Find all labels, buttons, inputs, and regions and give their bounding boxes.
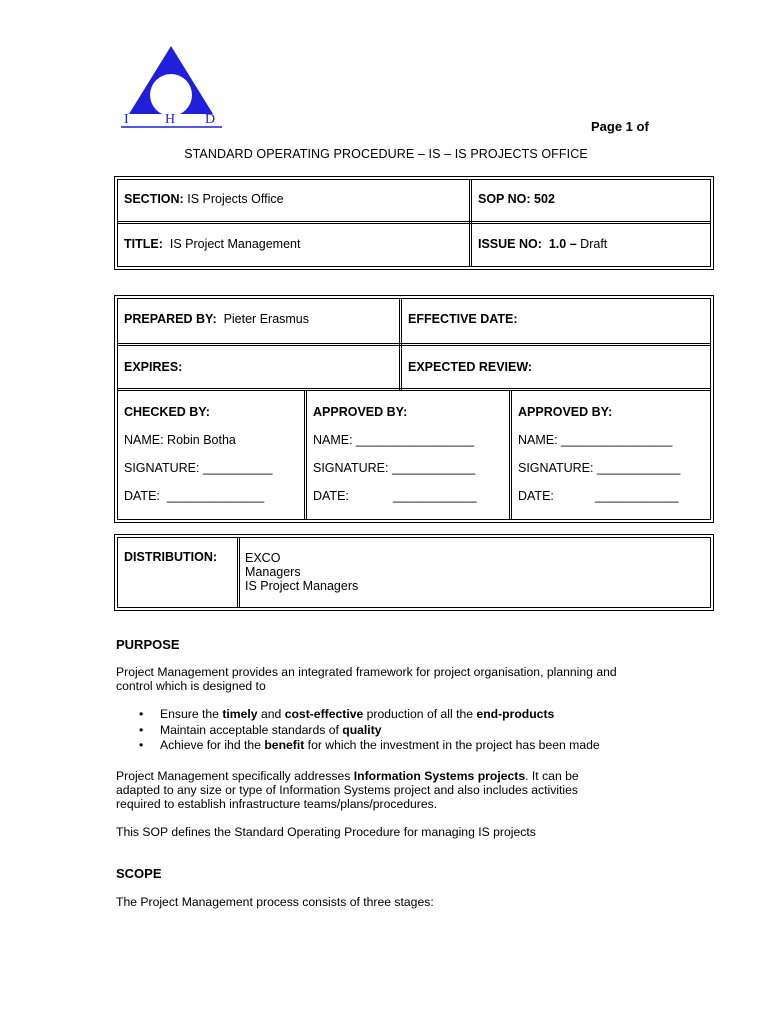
expires-label: EXPIRES: bbox=[124, 360, 183, 374]
expected-review-label: EXPECTED REVIEW: bbox=[408, 360, 533, 374]
approved-by-2-signature: SIGNATURE: ____________ bbox=[518, 461, 681, 475]
logo-letter-h: H bbox=[165, 112, 176, 127]
issue-no-value: 1.0 bbox=[548, 237, 567, 251]
approved-by-2-name: NAME: ________________ bbox=[518, 433, 673, 447]
issue-no-label: ISSUE NO: bbox=[478, 237, 542, 251]
approved-by-2-date-label: DATE: bbox=[518, 489, 554, 503]
issue-no-status: Draft bbox=[580, 237, 608, 251]
distribution-item: Managers bbox=[245, 565, 301, 579]
distribution-table bbox=[117, 537, 711, 608]
sop-no-field bbox=[478, 192, 555, 206]
approved-by-1-label: APPROVED BY: bbox=[313, 405, 408, 419]
purpose-bullet: • Maintain acceptable standards of quality bbox=[135, 723, 600, 739]
purpose-paragraph-3: This SOP defines the Standard Operating Procedure for managing IS projects bbox=[116, 825, 536, 839]
purpose-bullet: • Ensure the timely and cost-effective production of all the end-products bbox=[135, 707, 600, 723]
effective-date-field bbox=[408, 312, 518, 326]
page-number: Page 1 of bbox=[591, 119, 649, 134]
distribution-item: IS Project Managers bbox=[245, 579, 359, 593]
purpose-intro bbox=[116, 665, 617, 693]
prepared-by-value: Pieter Erasmus bbox=[223, 312, 310, 326]
purpose-bullet: • Achieve for ihd the benefit for which the investment in the project has been made bbox=[135, 738, 600, 754]
header-table-col-divider bbox=[469, 179, 472, 267]
distribution-item: EXCO bbox=[245, 551, 281, 565]
sop-no-label: SOP NO: bbox=[478, 192, 531, 206]
issue-no-field bbox=[478, 237, 607, 251]
approval-table-col-divider-2 bbox=[509, 390, 512, 520]
logo-letter-d: D bbox=[205, 112, 216, 127]
purpose-intro-line: control which is designed to bbox=[116, 679, 266, 693]
checked-by-name: NAME: Robin Botha bbox=[124, 433, 236, 447]
scope-text: The Project Management process consists of three stages: bbox=[116, 895, 434, 909]
checked-by-date: DATE: ______________ bbox=[124, 489, 265, 503]
approval-table-divider-1 bbox=[117, 343, 711, 346]
approved-by-1-name: NAME: _________________ bbox=[313, 433, 475, 447]
header-table-row-divider bbox=[117, 221, 711, 224]
purpose-heading: PURPOSE bbox=[116, 637, 180, 652]
approved-by-2-date-line: ____________ bbox=[595, 489, 679, 503]
approved-by-1-date-line: ____________ bbox=[393, 489, 477, 503]
prepared-by-field bbox=[124, 312, 309, 326]
logo-letter-i: I bbox=[124, 112, 129, 127]
distribution-label: DISTRIBUTION: bbox=[124, 550, 218, 564]
purpose-paragraph-2-line: Project Management specifically addresses Information Systems projects. It can be bbox=[116, 769, 579, 783]
approved-by-1-signature: SIGNATURE: ____________ bbox=[313, 461, 476, 475]
expires-field bbox=[124, 360, 182, 374]
approved-by-2-label: APPROVED BY: bbox=[518, 405, 613, 419]
document-title bbox=[0, 147, 768, 161]
purpose-intro-line: Project Management provides an integrated framework for project organisation, planning and bbox=[116, 665, 617, 679]
purpose-bullet-list bbox=[135, 707, 600, 754]
effective-date-label: EFFECTIVE DATE: bbox=[408, 312, 518, 326]
document-title-text: STANDARD OPERATING PROCEDURE – IS – IS PROJECTS OFFICE bbox=[184, 147, 588, 161]
ihd-logo bbox=[121, 44, 225, 132]
checked-by-signature: SIGNATURE: __________ bbox=[124, 461, 273, 475]
section-label: SECTION: bbox=[124, 192, 184, 206]
scope-heading: SCOPE bbox=[116, 866, 162, 881]
section-field bbox=[124, 192, 284, 206]
issue-no-separator: – bbox=[569, 237, 577, 251]
checked-by-label: CHECKED BY: bbox=[124, 405, 210, 419]
sop-no-value: 502 bbox=[534, 192, 555, 206]
section-value: IS Projects Office bbox=[187, 192, 284, 206]
approved-by-1-date-label: DATE: bbox=[313, 489, 349, 503]
prepared-by-label: PREPARED BY: bbox=[124, 312, 217, 326]
title-label: TITLE: bbox=[124, 237, 163, 251]
title-value: IS Project Management bbox=[169, 237, 301, 251]
purpose-paragraph-2 bbox=[116, 769, 579, 811]
distribution-table-col-divider bbox=[237, 537, 240, 608]
approval-table-divider-2 bbox=[117, 388, 711, 391]
expected-review-field bbox=[408, 360, 532, 374]
approval-table-col-divider-top bbox=[399, 298, 402, 390]
title-field bbox=[124, 237, 300, 251]
purpose-paragraph-2-line: adapted to any size or type of Information Systems project and also includes activities bbox=[116, 783, 579, 797]
purpose-paragraph-2-line: required to establish infrastructure teams/plans/procedures. bbox=[116, 797, 438, 811]
approval-table-col-divider-1 bbox=[304, 390, 307, 520]
